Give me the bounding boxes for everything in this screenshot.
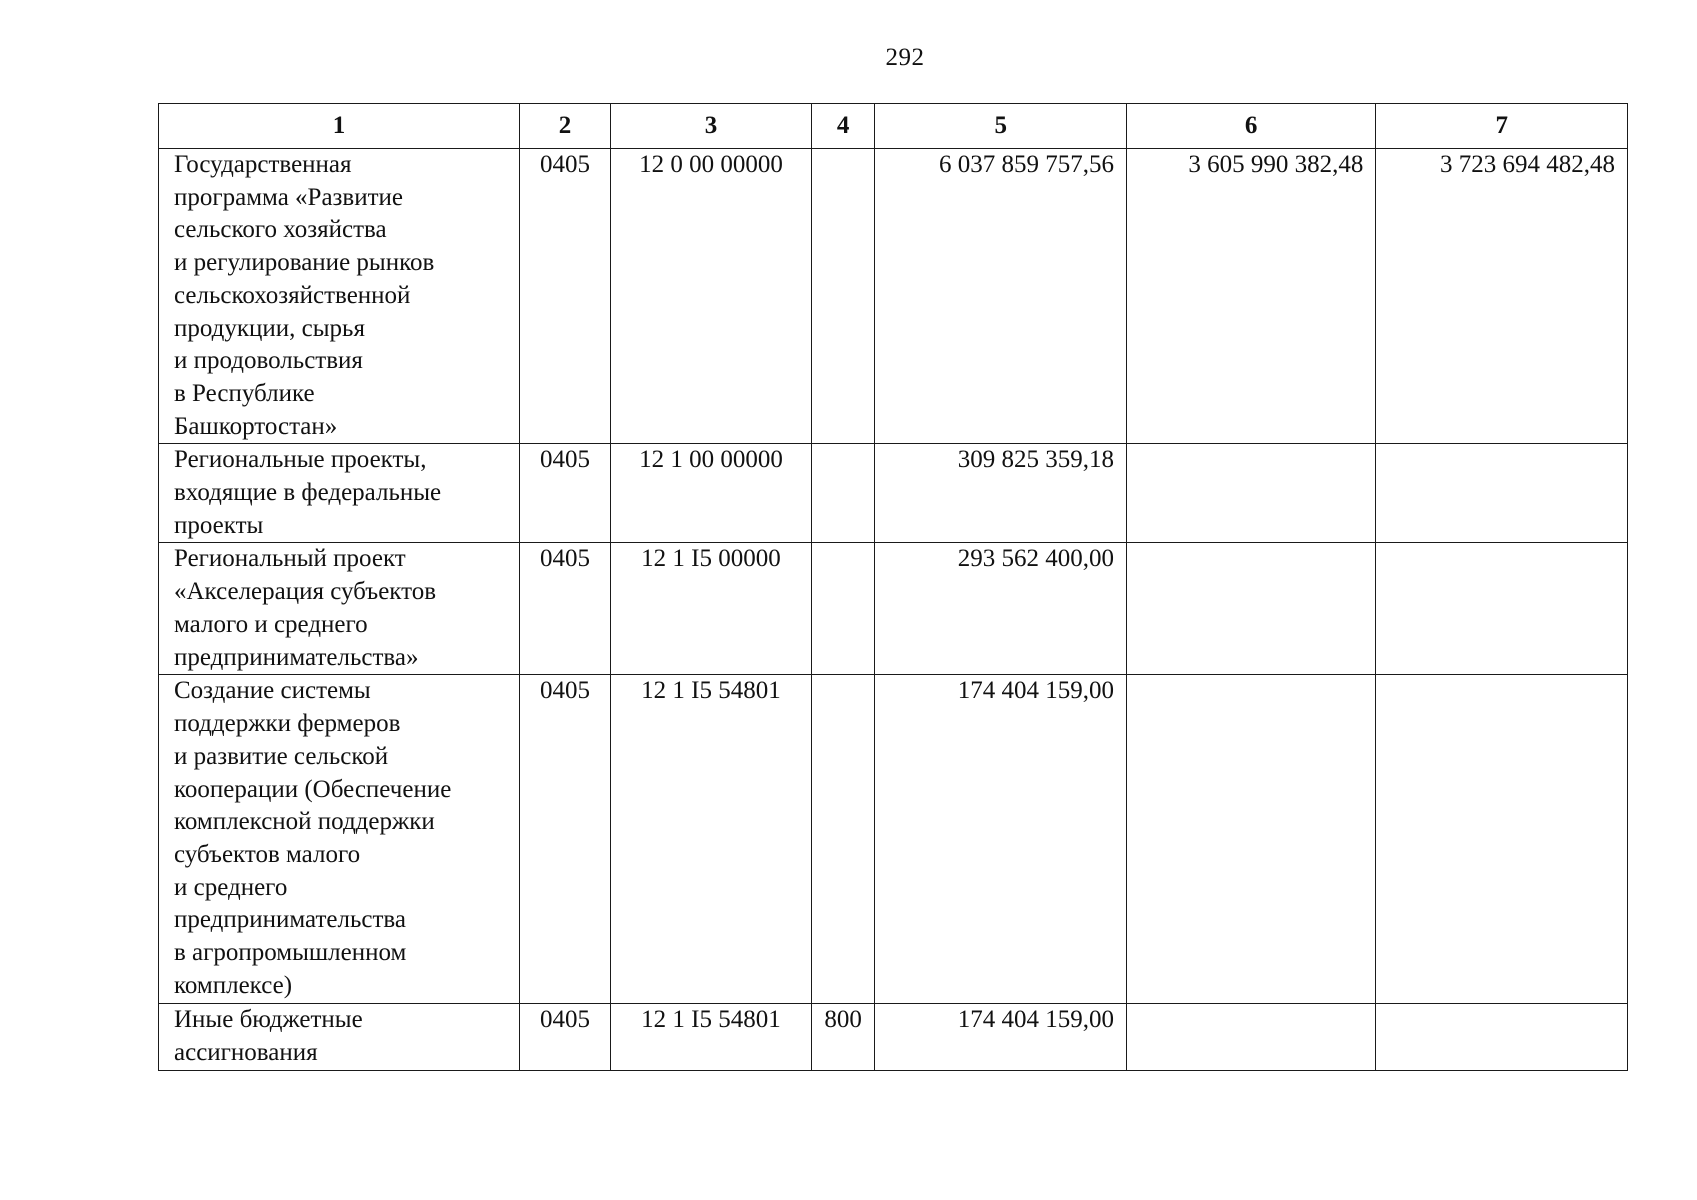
expense-type-cell — [811, 675, 875, 1004]
target-cell: 12 1 I5 54801 — [611, 1004, 812, 1070]
column-header: 7 — [1376, 104, 1628, 149]
amount-6-cell: 3 605 990 382,48 — [1126, 149, 1375, 444]
column-header: 6 — [1126, 104, 1375, 149]
amount-5-cell: 174 404 159,00 — [875, 1004, 1127, 1070]
table-row — [159, 444, 1628, 543]
amount-7-cell — [1376, 444, 1628, 543]
amount-6-cell — [1126, 543, 1375, 675]
row-name: Создание системы поддержки фермеров и развитие сельской кооперации (Обеспечение комплексной поддержки субъектов малого и среднего предпринимательства в агропромышленном комплексе) — [174, 677, 452, 999]
expense-type-cell — [811, 149, 875, 444]
amount-7-cell — [1376, 1004, 1628, 1070]
row-name: Региональный проект «Акселерация субъектов малого и среднего предпринимательства» — [174, 545, 437, 671]
target-cell: 12 1 I5 54801 — [611, 675, 812, 1004]
section-cell: 0405 — [519, 675, 610, 1004]
column-header: 4 — [811, 104, 875, 149]
table-row — [159, 675, 1628, 1004]
table-row — [159, 1004, 1628, 1070]
column-header: 1 — [159, 104, 520, 149]
row-name: Иные бюджетные ассигнования — [174, 1006, 363, 1067]
table-row — [159, 149, 1628, 444]
row-name-cell — [159, 149, 520, 444]
column-header: 5 — [875, 104, 1127, 149]
amount-6-cell — [1126, 675, 1375, 1004]
amount-6-cell — [1126, 444, 1375, 543]
amount-6-cell — [1126, 1004, 1375, 1070]
row-name-cell — [159, 543, 520, 675]
target-cell: 12 0 00 00000 — [611, 149, 812, 444]
table-header-row — [159, 104, 1628, 149]
section-cell: 0405 — [519, 543, 610, 675]
amount-7-cell — [1376, 543, 1628, 675]
expense-type-cell: 800 — [811, 1004, 875, 1070]
column-header: 3 — [611, 104, 812, 149]
amount-7-cell: 3 723 694 482,48 — [1376, 149, 1628, 444]
target-cell: 12 1 I5 00000 — [611, 543, 812, 675]
section-cell: 0405 — [519, 444, 610, 543]
column-header: 2 — [519, 104, 610, 149]
amount-7-cell — [1376, 675, 1628, 1004]
row-name-cell — [159, 675, 520, 1004]
row-name-cell — [159, 1004, 520, 1070]
amount-5-cell: 6 037 859 757,56 — [875, 149, 1127, 444]
budget-table — [158, 103, 1628, 1071]
amount-5-cell: 309 825 359,18 — [875, 444, 1127, 543]
section-cell: 0405 — [519, 149, 610, 444]
amount-5-cell: 293 562 400,00 — [875, 543, 1127, 675]
row-name: Государственная программа «Развитие сельского хозяйства и регулирование рынков сельскохозяйственной продукции, сырья и продовольствия в Республике Башкортостан» — [174, 151, 435, 440]
page-number: 292 — [885, 44, 925, 71]
row-name: Региональные проекты, входящие в федеральные проекты — [174, 446, 442, 539]
table-row — [159, 543, 1628, 675]
expense-type-cell — [811, 444, 875, 543]
amount-5-cell: 174 404 159,00 — [875, 675, 1127, 1004]
expense-type-cell — [811, 543, 875, 675]
target-cell: 12 1 00 00000 — [611, 444, 812, 543]
row-name-cell — [159, 444, 520, 543]
section-cell: 0405 — [519, 1004, 610, 1070]
